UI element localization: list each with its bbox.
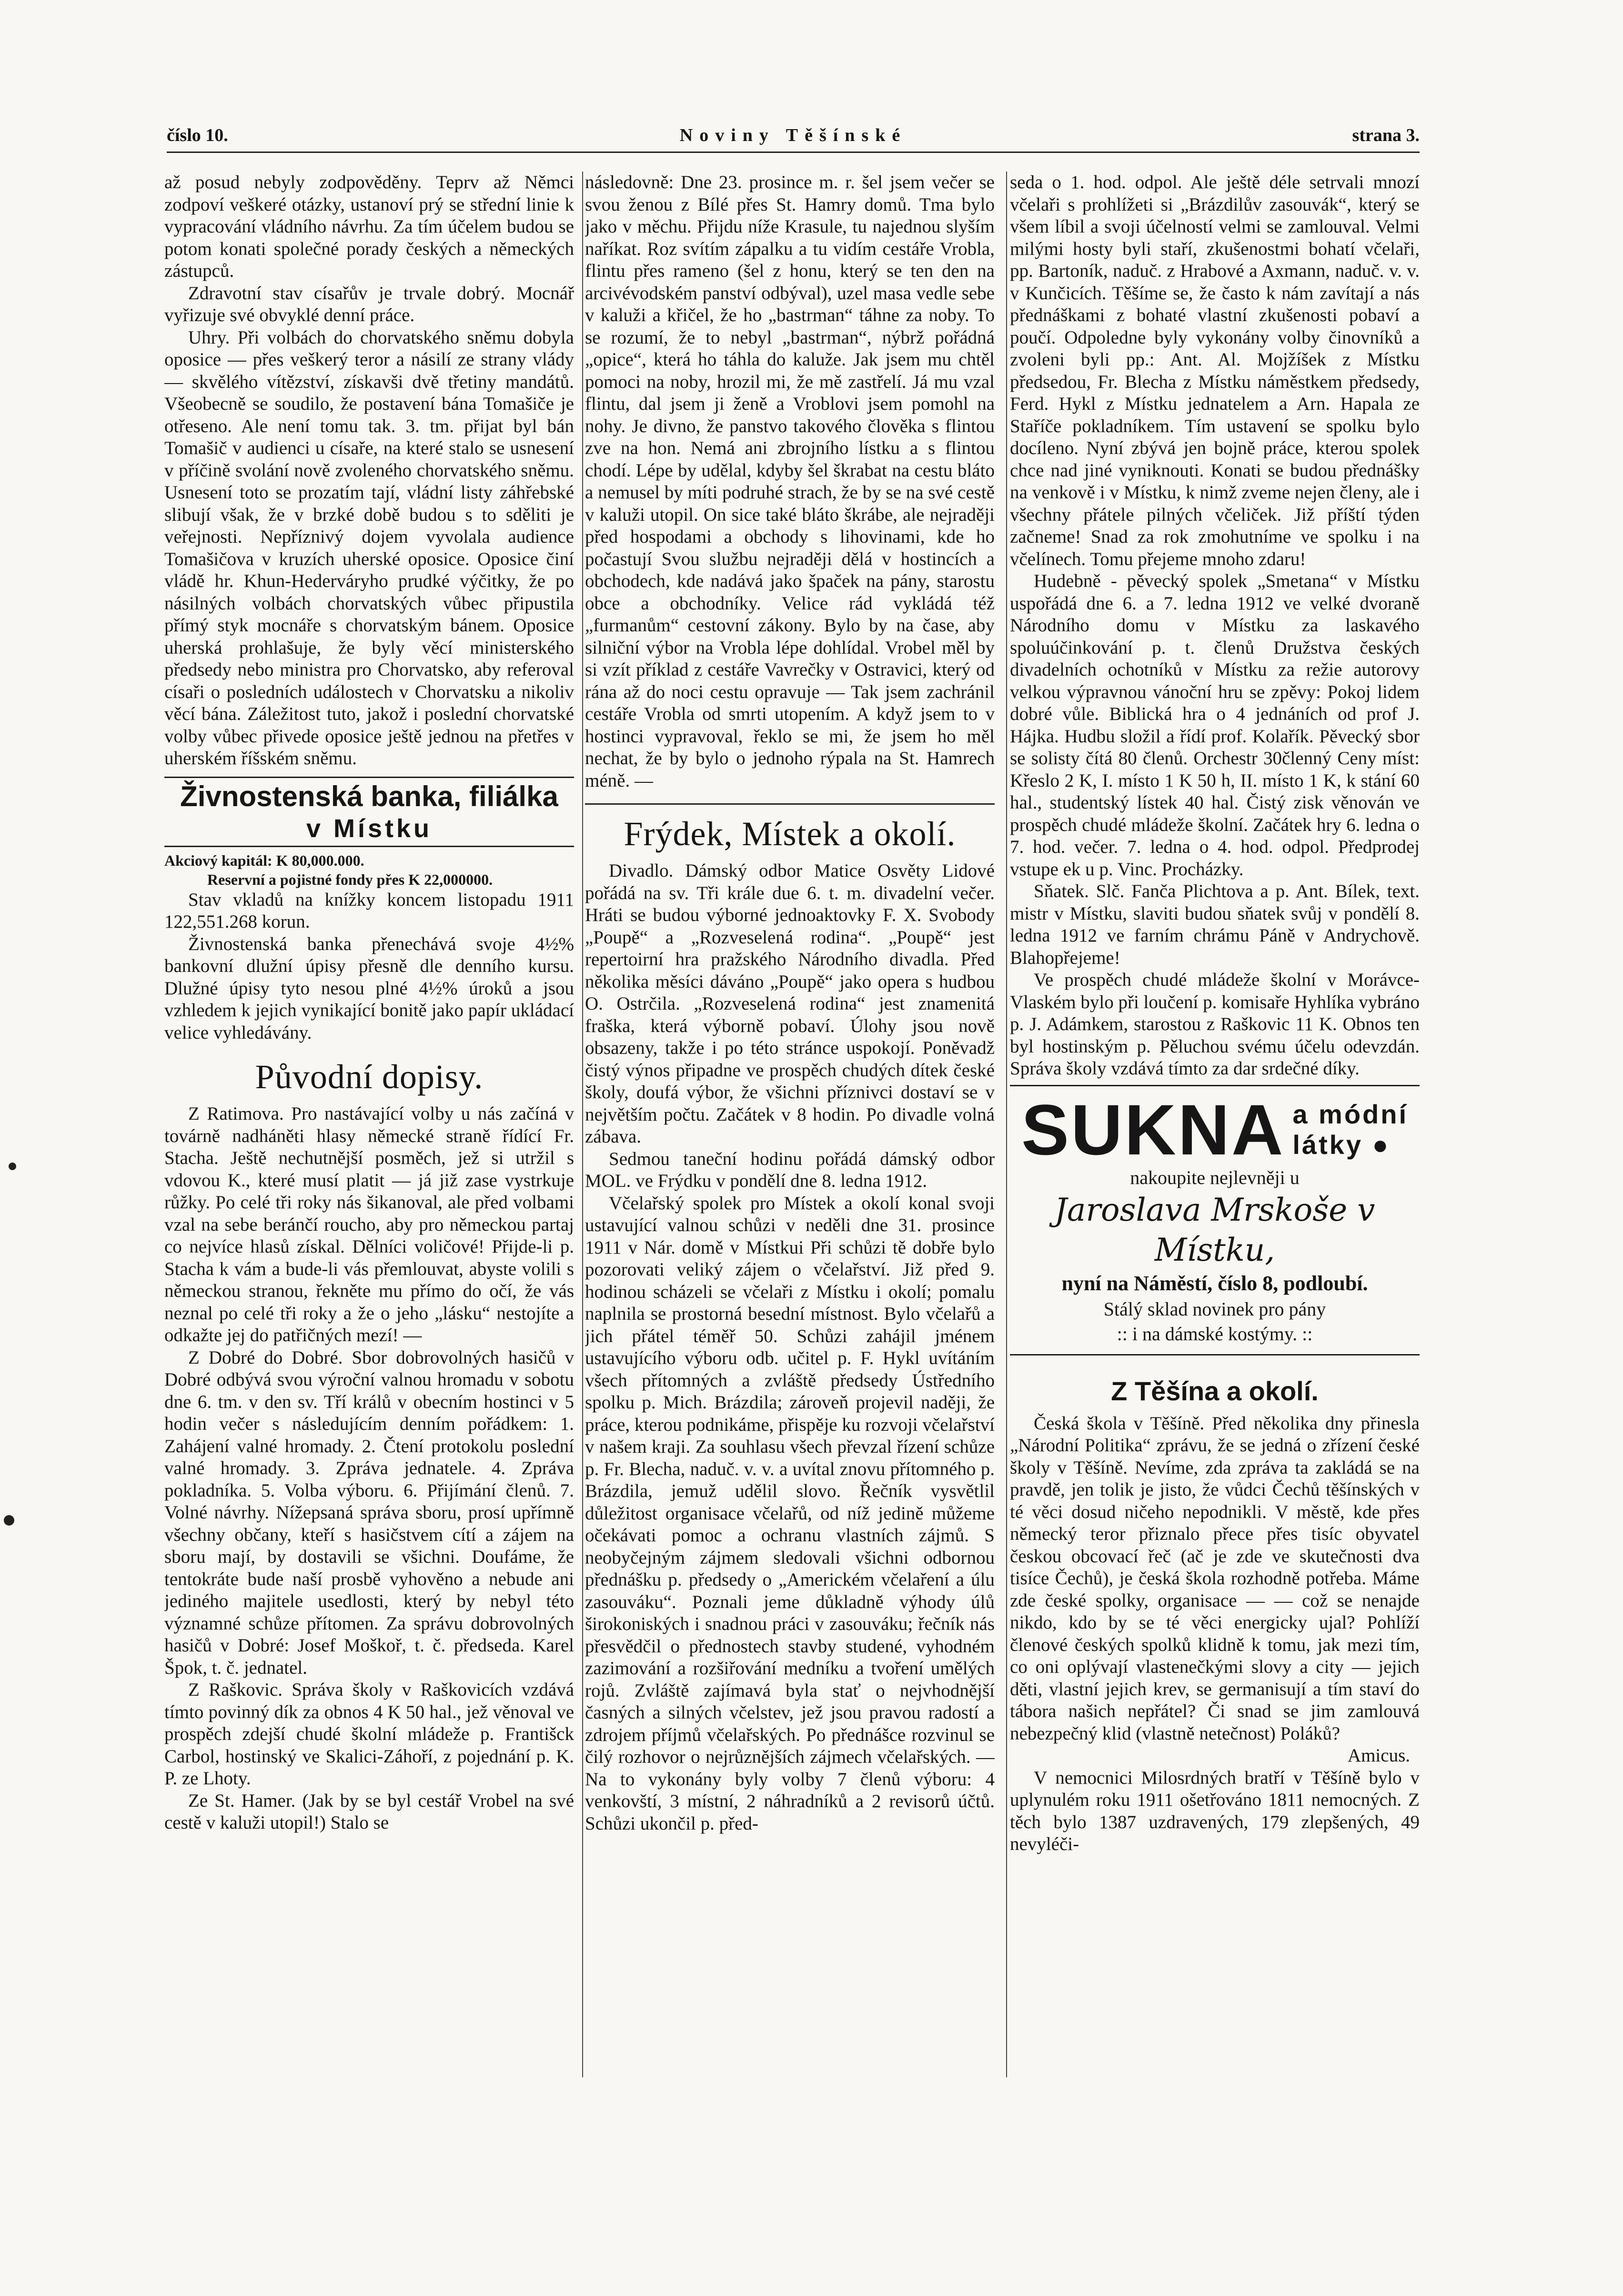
column-divider — [1006, 172, 1007, 2077]
bank-funds: Reservní a pojistné fondy přes K 22,000000. — [207, 870, 493, 888]
bank-capital: Akciový kapitál: K 80,000.000. — [164, 851, 364, 869]
article-paragraph: Včelařský spolek pro Místek a okolí konal svoji ustavující valnou schůzi v neděli dne 31. prosince 1911 v Nár. domě v Místkui Při schůzi tě dobře bylo pozorovati veliký zájem o včelařství. Již před 9. hodinou scházeli se včelaři z Místku i okolí; pomalu naplnila se prostorná besední místnost. Bylo včelařů a jich přátel téměř 50. Schůzi zahájil jménem ustavujícího výboru odb. učitel p. F. Hykl uvítáním všech přítomných a zvláště předsedy Ústředního spolku p. Mich. Brázdila; zároveň projevil naději, že práce, kterou podnikáme, přispěje ku rozvoji včelařství v našem kraji. Za souhlasu všech převzal řízení schůze p. Fr. Blecha, naduč. v. v. a uvítal znovu přítomného p. Brázdila, jemuž udělil slovo. Řečník vysvětlil důležitost organisace včelařů, od níž jedině můžeme očekávati pomoc a ochranu vlastních zájmů. S neobyčejným zájmem sledovali všichni odbornou přednášku p. předsedy o „Americkém včelaření a úlu zasouváku“. Poznali jeme důkladně výhody úlů širokoniských i snadnou práci v zasouváku; řečník nás přesvědčil o přednostech stavby studené, vyhodném zazimování a rozšiřování medníku a tvoření umělých rojů. Zvláště zajímavá byla stať o nejvhodnější časných a silných včelstev, jež jsou pravou radostí a zdrojem příjmů včelařských. Po přednášce rozvinul se čilý rozhovor o nejrůznějších zájmech včelařských. — Na to vykonány byly volby 7 členů výboru: 4 venkovští, 3 místní, 2 náhradníků a 2 revisorů účtů. Schůzi ukončil p. před- — [585, 1193, 995, 1834]
issue-number: číslo 10. — [167, 125, 228, 145]
bank-advertisement — [164, 777, 574, 847]
column-1 — [164, 172, 574, 2125]
article-paragraph: Česká škola v Těšíně. Před několika dny přinesla „Národní Politika“ zprávu, že se jedná o zřízení české školy v Těšíně. Nevíme, zda zpráva ta zakládá se na pravdě, jen tolik je jisto, že vůdci Čechů těšínských v té věci dosud ničeho nepodnikli. V městě, kde přes německý teror přiznalo přece přes tisíc obyvatel českou obcovací řeč (ač je zde ve skutečnosti dva tisíce Čechů), je česká škola rozhodně potřeba. Máme zde české spolky, organisace — — což se nenajde nikdo, kdo by se té věci energicky ujal? Pohlíží členové českých spolků klidně k tomu, jak mezi tím, co oni oplývají vlastenečkými slovy a city — jejich děti, vlastní jejich krev, se germanisují a tím staví do tábora našich nepřátel? Či snad se jim zamlouvá nebezpečný klid (vlastně netečnost) Poláků? — [1010, 1413, 1420, 1744]
ad-line: nakoupite nejlevněji u — [1130, 1166, 1300, 1188]
letter-paragraph: Z Raškovic. Správa školy v Raškovicích vzdává tímto povinný dík za obnos 4 K 50 hal., jež věnoval ve prospěch zdejší chudé školní mládeže p. Františck Carbol, hostinský ve Skalici-Záhoří, z pojednání p. K. P. ze Lhoty. — [164, 1679, 574, 1789]
ad-side-line: látky ● — [1292, 1129, 1391, 1160]
print-mark — [9, 1163, 16, 1170]
column-divider — [582, 172, 583, 2077]
page-header — [167, 125, 1420, 153]
ad-subline: :: i na dámské kostýmy. :: — [1117, 1323, 1313, 1345]
article-paragraph: následovně: Dne 23. prosince m. r. šel jsem večer se svou ženou z Bílé přes St. Hamry domů. Tma bylo jako v měchu. Přijdu níže Krasule, tu najednou slyším naříkat. Roz svítím zápalku a tu vidím cestáře Vrobla, flintu přes rameno (šel z honu, který se ten den na arcivévodském panství odbýval), uzel masa vedle sebe v kaluži a křičel, že ho „bastrman“ táhne za noby. To se rozumí, že to nebyl „bastrman“, nýbrž pořádná „opice“, která ho táhla do kaluže. Jak jsem mu chtěl pomoci na noby, hrozil mi, že mě zastřelí. Já mu vzal flintu, dal jsem ji ženě a Vroblovi jsem pomohl na nohy. Je divno, že panstvo takového člověka s flintou zve na hon. Nemá ani zbrojního lístku a s flintou chodí. Lépe by udělal, kdyby šel škrabat na cestu bláto a nemusel by míti podruhé strach, že by se na své cestě v kaluži utopil. On sice také bláto škrábe, ale nejraději před hospodami a obchody s lihovinami, kde ho počastují Svou službu nejraději dělá v hostincích a obchodech, kde nadává jako špaček na pány, starostu obce a obchodníky. Velice rád vykládá též „furmanům“ cestovní zákony. Bylo by na čase, aby silniční výbor na Vrobla lépe dohlídal. Vrobel měl by si vzít příklad z cestáře Vavrečky v Ostravici, který od rána až do noci cestu opravuje — Tak jsem zachránil cestáře Vrobla od smrti utopením. A když jsem to v hostinci vypravoval, řeklo se mi, že jsem ho měl nechat, že by bylo o jednoho rýpala na St. Hamrech méně. — — [585, 172, 995, 791]
section-title: Frýdek, Místek a okolí. — [585, 803, 995, 855]
column-3 — [1010, 172, 1420, 2125]
ad-side-line: a módní — [1292, 1099, 1409, 1129]
letter-paragraph: Ze St. Hamer. (Jak by se byl cestář Vrobel na své cestě v kaluži utopil!) Stalo se — [164, 1790, 574, 1833]
ad-address: nyní na Náměstí, číslo 8, podloubí. — [1061, 1271, 1368, 1295]
article-paragraph: Hudebně - pěvecký spolek „Smetana“ v Místku uspořádá dne 6. a 7. ledna 1912 ve velké dvoraně Národního domu v Místku za laskavého spoluúčinkování p. t. členů Družstva českých divadelních ochotníků v Místku za režie autorovy velkou výpravnou vánoční hru se zpěvy: Pokoj lidem dobré vůle. Biblická hra o 4 jednáních od prof J. Hájka. Hudbu složil a řídí prof. Kolařík. Pěvecký sbor se solisty čítá 80 členů. Orchestr 30členný Ceny míst: Křeslo 2 K, I. místo 1 K 50 h, II. místo 1 K, k stání 60 hal., studentský lístek 40 hal. Čistý zisk věnován ve prospěch chudé mládeže školní. Začátek hry 6. ledna o 7. hod. večer. 7. ledna o 4. hod. odpol. Předprodej vstupe ek u p. Vinc. Procházky. — [1010, 571, 1420, 880]
article-paragraph: Ve prospěch chudé mládeže školní v Morávce-Vlaském bylo při loučení p. komisaře Hyhlíka vybráno p. J. Adámkem, starostou z Raškovic 11 K. Obnos ten byl hostinským p. Pěluchou svému účelu odevzdán. Správa školy vzdává tímto za dar srdečné díky. — [1010, 970, 1420, 1079]
ad-merchant-name: Jaroslava Mrskoše v Místku, — [1054, 1191, 1375, 1268]
ad-big-word: SUKNA — [1021, 1089, 1285, 1170]
article-paragraph: Sňatek. Slč. Fanča Plichtova a p. Ant. Bílek, text. mistr v Místku, slaviti budou sňatek svůj v pondělí 8. ledna 1912 ve farním chrámu Páně v Andrychově. Blahopřejeme! — [1010, 881, 1420, 968]
bank-location: v Místku — [306, 814, 433, 843]
article-paragraph: Sedmou taneční hodinu pořádá dámský odbor MOL. ve Frýdku v pondělí dne 8. ledna 1912. — [585, 1148, 995, 1191]
bank-paragraph: Stav vkladů na knížky koncem listopadu 1911 122,551.268 korun. — [164, 889, 574, 932]
article-paragraph: seda o 1. hod. odpol. Ale ještě déle setrvali mnozí včelaři s prohlížeti si „Brázdilův zasouvák“, který se všem líbil a svoji účelností velmi se zamlouval. Velmi milými hosty byli staří, zkušenostmi bohatí včelaři, pp. Bartoník, naduč. z Hrabové a Axmann, naduč. v. v. v Kunčicích. Těšíme se, že často k nám zavítají a nás přednáškami z bohaté vlastní zkušenosti pobaví a poučí. Odpoledne byly vykonány volby činovníků a zvoleni byli pp.: Ant. Al. Mojžíšek z Místku předsedou, Fr. Blecha z Místku náměstkem předsedy, Ferd. Hykl z Místku jednatelem a Arn. Hapala ze Staříče pokladníkem. Tím ustavení se spolku bylo docíleno. Nyní zbývá jen bojně práce, kterou spolek chce nad jiné vyniknouti. Konati se budou přednášky na venkově i v Místku, k nimž zveme nejen členy, ale i všechny přátele pilných včeliček. Již příští týden začneme! Snad za rok zmohutníme ve spolku i na včelínech. Tomu přejeme mnoho zdaru! — [1010, 172, 1420, 569]
column-2 — [585, 172, 995, 2125]
newspaper-title: Noviny Těšínské — [679, 125, 907, 145]
bank-title: Živnostenská banka, filiálka — [180, 780, 558, 812]
ad-headline — [1010, 1089, 1420, 1170]
section-title: Původní dopisy. — [255, 1058, 484, 1096]
cloth-advertisement — [1010, 1085, 1420, 1355]
ad-side-text — [1292, 1099, 1408, 1160]
article-paragraph: Divadlo. Dámský odbor Matice Osvěty Lidové pořádá na sv. Tři krále due 6. t. m. divadelní večer. Hráti se budou výborné jednoaktovky F. X. Svobody „Poupě“ a „Rozveselená rodina“. „Poupě“ jest repertoirní hra pražského Národního divadla. Před několika měsíci dáváno „Poupě“ jako opera s hudbou O. Ostrčila. „Rozveselená rodina“ jest znamenitá fraška, která výborně pobaví. Úlohy jsou nově obsazeny, takže i po této stránce uspokojí. Poněvadž čistý výnos připadne ve prospěch chudých dítek české školy, doufá výbor, že všichni příznivci dostaví se v největším počtu. Začátek v 8 hodin. Po divadle volná zábava. — [585, 860, 995, 1147]
letter-paragraph: Z Ratimova. Pro nastávající volby u nás začíná v továrně nadháněti hlasy německé straně řídící Fr. Stacha. Ještě nechutnější posměch, jež si utržil s vdovou K., které musí platit — já již zase vystrkuje růžky. Po celé tři roky nás šikanoval, ale před volbami vzal na sebe beránčí roucho, aby pro německou partaj co nejvíce hlasů získal. Dělníci voličové! Přijde-li p. Stacha k vám a bude-li vás přemlouvat, abyste volili s německou stranou, řekněte mu přímo do očí, že vás neznal po celé tři roky a že o jeho „lásku“ nestojíte a odkažte jej do patřičných mezí! — — [164, 1103, 574, 1345]
ad-subline: Stálý sklad novinek pro pány — [1103, 1298, 1326, 1320]
page-number: strana 3. — [1352, 125, 1420, 145]
article-paragraph: až posud nebyly zodpověděny. Teprv až Němci zodpoví veškeré otázky, ustanoví prý se střední linie k vypracování vládního návrhu. Za tím účelem budou se potom konati společné porady českých a německých zástupců. — [164, 172, 574, 281]
author-signature: Amicus. — [1347, 1745, 1410, 1766]
bank-paragraph: Živnostenská banka přenechává svoje 4½% bankovní dlužní úpisy přesně dle denního kursu. Dlužné úpisy tyto nesou plné 4½% úroků a jsou vzhledem k jejich vynikající bonitě jako papír ukládací velice vyhledávány. — [164, 933, 574, 1043]
letter-paragraph: Z Dobré do Dobré. Sbor dobrovolných hasičů v Dobré odbývá svou výroční valnou hromadu v sobotu dne 6. tm. v den sv. Tří králů v obecním hostinci v 5 hodin večer s následujícím denním pořádkem: 1. Zahájení valné hromady. 2. Čtení protokolu poslední valné hromady. 3. Zpráva jednatele. 4. Zpráva pokladníka. 5. Volba výboru. 6. Přijímání členů. 7. Volné návrhy. Nížepsaná správa sboru, prosí upřímně všechny občany, kteří s hasičstvem cítí a zájem na sboru mají, by dostavili se všichni. Doufáme, že tentokráte bude naší prosbě vyhověno a nebude ani jediného majitele usedlosti, který by nebyl této významné schůze přítomen. Za správu dobrovolných hasičů v Dobré: Josef Moškoř, t. č. předseda. Karel Špok, t. č. jednatel. — [164, 1347, 574, 1678]
article-paragraph: V nemocnici Milosrdných bratří v Těšíně bylo v uplynulém roku 1911 ošetřováno 1811 nemocných. Z těch bylo 1387 uzdravených, 179 zlepšených, 49 nevyléči- — [1010, 1767, 1420, 1854]
header-rule — [167, 152, 1420, 153]
article-paragraph: Uhry. Při volbách do chorvatského sněmu dobyla oposice — přes veškerý teror a násilí ze strany vlády — skvělého vítězství, získavši dvě třetiny mandátů. Všeobecně se soudilo, že postavení bána Tomašiče je otřeseno. Ale není tomu tak. 3. tm. přijat byl bán Tomašič v audienci u císaře, na které stalo se usnesení v příčině svolání nově zvoleného chorvatského sněmu. Usnesení toto se prozatím tají, vládní listy záhřebské slibují však, že v brzké době budou s to sděliti je veřejnosti. Nepříznivý dojem vyvolala audience Tomašičova v kruzích uherské oposice. Oposice činí vládě hr. Khun-Hederváryho prudké výčitky, že po násilných volbách chorvatských vůbec připustila přímý styk mocnáře s chorvatským bánem. Oposice uherská prohlašuje, že byly věcí ministerského předsedy nebo ministra pro Chorvatsko, aby referoval císaři o posledních událostech v Chorvatsku a nikoliv věcí bána. Záležitost tuto, jakož i poslední chorvatské volby vůbec přivede oposice ještě jednou na přetřes v uherském říšském sněmu. — [164, 327, 574, 769]
article-paragraph: Zdravotní stav císařův je trvale dobrý. Mocnář vyřizuje své obvyklé denní práce. — [164, 283, 574, 325]
section-title: Z Těšína a okolí. — [1111, 1376, 1319, 1406]
print-mark — [4, 1515, 14, 1526]
